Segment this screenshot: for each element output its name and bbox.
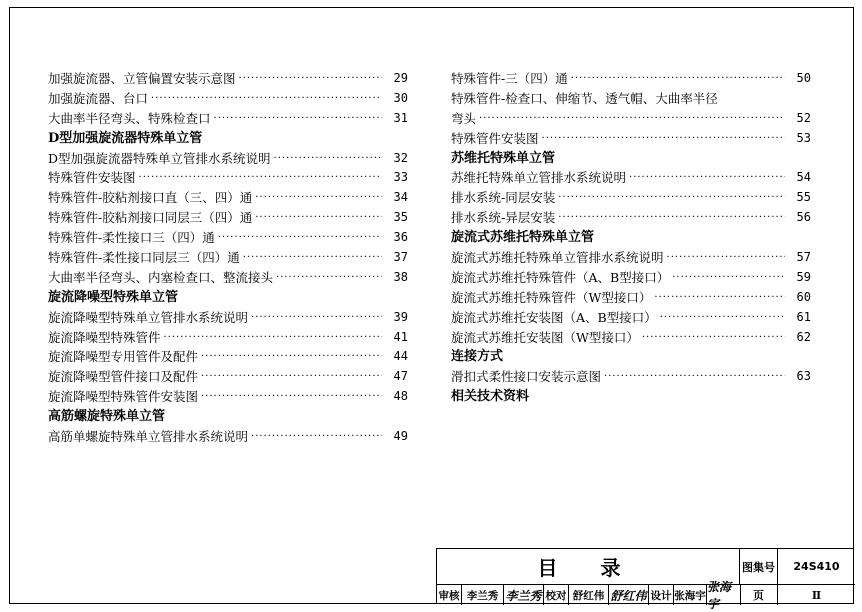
atlas-number-label: 图集号 — [740, 549, 778, 585]
toc-entry[interactable] — [48, 387, 408, 407]
toc-entry[interactable] — [451, 109, 811, 129]
toc-entry[interactable] — [48, 347, 408, 367]
toc-entry[interactable] — [48, 69, 408, 89]
page-title: 目 录 — [437, 549, 740, 585]
toc-entry[interactable] — [48, 149, 408, 169]
design-name: 张海宇 — [674, 585, 707, 605]
toc-page-number: 34 — [393, 190, 408, 205]
leader-dots — [558, 188, 785, 208]
toc-page-number: 56 — [796, 210, 811, 225]
toc-entry-title: 高筋单螺旋特殊单立管排水系统说明 — [48, 429, 249, 445]
leader-dots — [629, 168, 785, 188]
signature-row — [437, 580, 741, 611]
leader-dots — [139, 168, 382, 188]
toc-entry[interactable] — [48, 168, 408, 188]
toc-entry-title: 旋流降噪型特殊单立管排水系统说明 — [48, 309, 249, 325]
toc-page-number: 37 — [393, 250, 408, 265]
leader-dots — [164, 328, 382, 348]
toc-entry[interactable] — [451, 248, 811, 268]
toc-entry-title: 高筋螺旋特殊单立管 — [48, 409, 166, 425]
toc-entry-title: 旋流降噪型管件接口及配件 — [48, 369, 199, 385]
leader-dots — [201, 347, 382, 367]
toc-entry[interactable] — [48, 188, 408, 208]
leader-dots — [201, 367, 382, 387]
toc-section-heading — [451, 228, 811, 248]
toc-entry-title: 特殊管件安装图 — [48, 170, 136, 186]
toc-page-number: 44 — [393, 349, 408, 364]
design-label: 设计 — [649, 585, 674, 605]
toc-section-heading — [48, 288, 408, 308]
toc-page-number: 36 — [393, 230, 408, 245]
toc-entry-title: 旋流式苏维托特殊管件（W型接口） — [451, 289, 652, 305]
toc-entry-title: 大曲率半径弯头、内塞检查口、整流接头 — [48, 269, 274, 285]
toc-section-heading — [451, 387, 811, 407]
toc-page-number: 54 — [796, 170, 811, 185]
leader-dots — [251, 308, 382, 328]
toc-page-number: 47 — [393, 369, 408, 384]
leader-dots — [255, 188, 382, 208]
toc-entry-title: 旋流式苏维托安装图（W型接口） — [451, 329, 639, 345]
leader-dots — [672, 268, 785, 288]
toc-entry-title: 排水系统-同层安装 — [451, 190, 556, 206]
toc-section-heading — [451, 149, 811, 169]
toc-entry[interactable] — [451, 168, 811, 188]
leader-dots — [201, 387, 382, 407]
toc-entry-title: 特殊管件-柔性接口三（四）通 — [48, 230, 215, 246]
toc-entry-title: D型加强旋流器特殊单立管 — [48, 130, 203, 146]
toc-entry-title: D型加强旋流器特殊单立管排水系统说明 — [48, 150, 271, 166]
leader-dots — [558, 208, 785, 228]
toc-entry[interactable] — [451, 188, 811, 208]
leader-dots — [255, 208, 382, 228]
leader-dots — [571, 69, 785, 89]
leader-dots — [542, 129, 785, 149]
toc-page-number: 61 — [796, 309, 811, 324]
toc-entry-title: 特殊管件-柔性接口同层三（四）通 — [48, 250, 240, 266]
review-signature: 李兰秀 — [504, 585, 544, 605]
toc-entry-title: 旋流降噪型特殊单立管 — [48, 289, 179, 305]
leader-dots — [604, 367, 785, 387]
toc-entry-title: 弯头 — [451, 110, 477, 126]
toc-entry-title: 相关技术资料 — [451, 389, 530, 405]
toc-entry[interactable] — [48, 268, 408, 288]
toc-entry-title: 旋流降噪型特殊管件安装图 — [48, 389, 199, 405]
toc-page-number: 49 — [393, 429, 408, 444]
toc-entry[interactable] — [48, 228, 408, 248]
leader-dots — [214, 109, 382, 129]
toc-page-number: 63 — [796, 369, 811, 384]
leader-dots — [239, 69, 382, 89]
toc-entry-title: 旋流降噪型特殊管件 — [48, 329, 161, 345]
toc-page-number: 48 — [393, 389, 408, 404]
toc-entry-title: 特殊管件-胶粘剂接口同层三（四）通 — [48, 210, 253, 226]
toc-right-column — [451, 69, 811, 407]
toc-entry-title: 苏维托特殊单立管 — [451, 150, 556, 166]
leader-dots — [251, 427, 382, 447]
toc-entry-title: 旋流式苏维托安装图（A、B型接口） — [451, 309, 657, 325]
page-number: Ⅱ — [811, 588, 822, 602]
toc-entry[interactable] — [451, 69, 811, 89]
toc-entry-title: 加强旋流器、立管偏置安装示意图 — [48, 71, 236, 86]
toc-entry-title: 旋流式苏维托特殊管件（A、B型接口） — [451, 269, 670, 285]
toc-entry-title: 旋流式苏维托特殊单立管排水系统说明 — [451, 250, 664, 266]
toc-entry-title: 特殊管件-胶粘剂接口直（三、四）通 — [48, 190, 253, 206]
leader-dots — [654, 288, 785, 308]
toc-entry[interactable] — [451, 129, 811, 149]
toc-entry-title: 苏维托特殊单立管排水系统说明 — [451, 170, 627, 186]
atlas-number: 24S410 — [778, 549, 855, 585]
design-signature: 张海宇 — [707, 580, 732, 611]
toc-page-number: 55 — [796, 190, 811, 205]
toc-entry[interactable] — [48, 308, 408, 328]
leader-dots — [642, 328, 785, 348]
toc-entry-title: 大曲率半径弯头、特殊检查口 — [48, 110, 211, 126]
toc-page-number: 41 — [393, 329, 408, 344]
toc-page-number: 35 — [393, 210, 408, 225]
leader-dots — [667, 248, 785, 268]
toc-entry[interactable] — [451, 308, 811, 328]
toc-entry-title: 排水系统-异层安装 — [451, 210, 556, 226]
toc-entry[interactable] — [451, 208, 811, 228]
leader-dots — [479, 109, 785, 129]
toc-page-number: 62 — [796, 329, 811, 344]
toc-entry[interactable] — [451, 89, 811, 109]
toc-entry-title: 连接方式 — [451, 349, 504, 365]
toc-section-heading — [451, 347, 811, 367]
review-label: 审核 — [437, 585, 462, 605]
toc-page-number: 50 — [796, 71, 811, 85]
leader-dots — [660, 308, 785, 328]
toc-page-number: 38 — [393, 269, 408, 284]
toc-entry-title: 旋流式苏维托特殊单立管 — [451, 230, 595, 246]
toc-entry[interactable] — [48, 328, 408, 348]
toc-entry[interactable] — [451, 268, 811, 288]
review-name: 李兰秀 — [462, 585, 504, 605]
toc-entry[interactable] — [48, 208, 408, 228]
toc-page-number: 52 — [796, 110, 811, 125]
toc-page-number: 57 — [796, 250, 811, 265]
check-name: 舒红伟 — [569, 585, 609, 605]
check-signature: 舒红伟 — [609, 585, 649, 605]
page-label: 页 — [740, 585, 778, 605]
title-block — [436, 548, 854, 611]
leader-dots — [243, 248, 382, 268]
toc-page-number: 30 — [393, 90, 408, 105]
check-label: 校对 — [544, 585, 569, 605]
toc-page-number: 60 — [796, 289, 811, 304]
toc-entry[interactable] — [48, 367, 408, 387]
toc-entry-title: 特殊管件-三（四）通 — [451, 71, 568, 86]
toc-entry[interactable] — [451, 328, 811, 348]
leader-dots — [151, 89, 382, 109]
toc-entry[interactable] — [451, 367, 811, 387]
leader-dots — [274, 149, 382, 169]
leader-dots — [276, 268, 382, 288]
toc-left-column — [48, 69, 408, 447]
toc-page-number: 39 — [393, 309, 408, 324]
toc-entry-title: 滑扣式柔性接口安装示意图 — [451, 369, 602, 385]
toc-page-number: 32 — [393, 150, 408, 165]
toc-entry-title: 加强旋流器、台口 — [48, 90, 149, 106]
toc-page-number: 33 — [393, 170, 408, 185]
toc-entry[interactable] — [48, 109, 408, 129]
toc-entry[interactable] — [48, 427, 408, 447]
leader-dots — [218, 228, 382, 248]
toc-entry[interactable] — [451, 288, 811, 308]
toc-page-number: 53 — [796, 130, 811, 145]
toc-entry-title: 特殊管件-检查口、伸缩节、透气帽、大曲率半径 — [451, 90, 718, 106]
toc-page-number: 29 — [393, 71, 408, 85]
toc-entry-title: 旋流降噪型专用管件及配件 — [48, 349, 199, 365]
toc-section-heading — [48, 407, 408, 427]
toc-entry[interactable] — [48, 89, 408, 109]
toc-page-number: 59 — [796, 269, 811, 284]
toc-entry[interactable] — [48, 248, 408, 268]
toc-section-heading — [48, 129, 408, 149]
toc-entry-title: 特殊管件安装图 — [451, 130, 539, 146]
toc-page-number: 31 — [393, 110, 408, 125]
